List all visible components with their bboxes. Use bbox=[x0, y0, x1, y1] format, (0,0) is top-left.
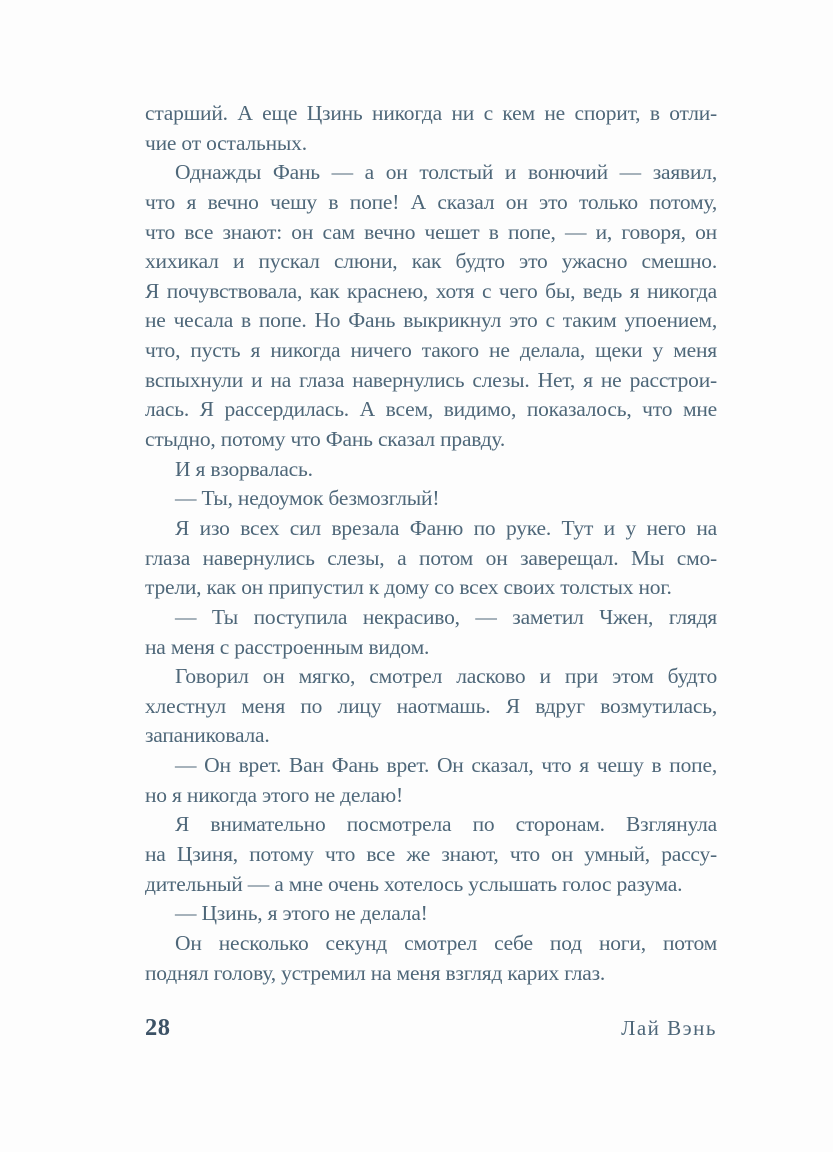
text-line: Он несколько секунд смотрел себе под ноги, потом bbox=[175, 930, 717, 955]
text-line: Я внимательно посмотрела по сторонам. Взглянула bbox=[175, 812, 717, 837]
page-number: 28 bbox=[145, 1014, 171, 1041]
text-line: но я никогда этого не делаю! bbox=[145, 782, 403, 807]
text-line: И я взорвалась. bbox=[175, 456, 313, 481]
text-line: глаза навернулись слезы, а потом он заверещал. Мы смо- bbox=[145, 545, 717, 570]
text-line: что, пусть я никогда ничего такого не делала, щеки у меня bbox=[145, 338, 717, 363]
text-line: Говорил он мягко, смотрел ласково и при этом будто bbox=[175, 664, 717, 689]
text-line: стыдно, потому что Фань сказал правду. bbox=[145, 427, 506, 452]
text-line: Я почувствовала, как краснею, хотя с чего бы, ведь я никогда bbox=[145, 278, 717, 303]
text-line: хлестнул меня по лицу наотмашь. Я вдруг возмутилась, bbox=[145, 693, 717, 718]
text-line: поднял голову, устремил на меня взгляд карих глаз. bbox=[145, 960, 606, 985]
running-author: Лай Вэнь bbox=[621, 1016, 717, 1040]
page-footer bbox=[145, 1014, 717, 1042]
body-text-block bbox=[145, 99, 717, 988]
text-line: на меня с расстроенным видом. bbox=[145, 634, 430, 659]
text-line: Я изо всех сил врезала Фаню по руке. Тут и у него на bbox=[175, 515, 717, 540]
text-line: хихикал и пускал слюни, как будто это ужасно смешно. bbox=[145, 249, 717, 274]
text-line: запаниковала. bbox=[145, 723, 270, 748]
text-line: — Он врет. Ван Фань врет. Он сказал, что я чешу в попе, bbox=[175, 753, 717, 778]
text-line: чие от остальных. bbox=[145, 130, 307, 155]
text-line: Однажды Фань — а он толстый и вонючий — заявил, bbox=[175, 160, 717, 185]
text-line: трели, как он припустил к дому со всех своих толстых ног. bbox=[145, 575, 672, 600]
text-line: — Ты, недоумок безмозглый! bbox=[175, 486, 440, 511]
text-line: что все знают: он сам вечно чешет в попе, — и, говоря, он bbox=[145, 219, 717, 244]
text-line: вспыхнули и на глаза навернулись слезы. Нет, я не расстрои- bbox=[145, 367, 717, 392]
text-line: не чесала в попе. Но Фань выкрикнул это с таким упоением, bbox=[145, 308, 717, 333]
text-line: — Цзинь, я этого не делала! bbox=[175, 901, 428, 926]
text-line: старший. А еще Цзинь никогда ни с кем не спорит, в отли- bbox=[145, 101, 717, 125]
text-line: лась. Я рассердилась. А всем, видимо, показалось, что мне bbox=[145, 397, 717, 422]
text-line: — Ты поступила некрасиво, — заметил Чжен, глядя bbox=[175, 604, 717, 629]
text-line: на Цзиня, потому что все же знают, что он умный, рассу- bbox=[145, 842, 717, 867]
text-line: дительный — а мне очень хотелось услышать голос разума. bbox=[145, 871, 683, 896]
text-line: что я вечно чешу в попе! А сказал он это только потому, bbox=[145, 189, 717, 214]
